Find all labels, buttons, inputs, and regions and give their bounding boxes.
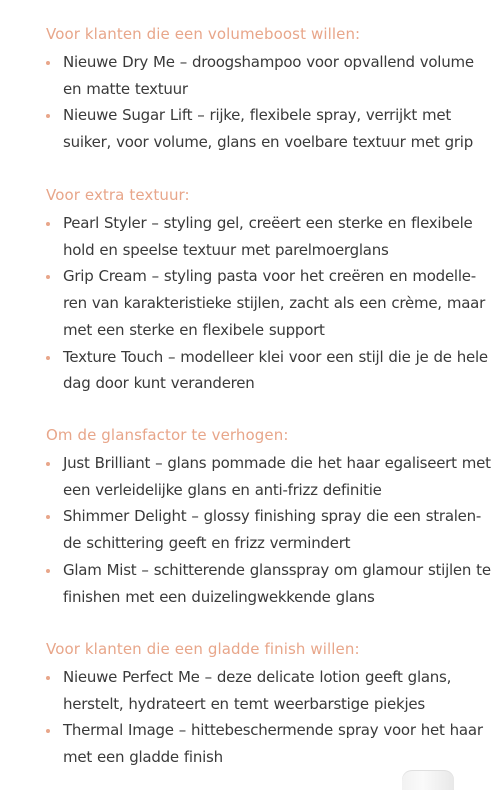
- bullet-icon: [46, 61, 50, 65]
- section-volumeboost: [46, 24, 492, 156]
- item-text: Thermal Image – hittebeschermende spray voor het haar met een gladde finish: [63, 721, 483, 767]
- item-text: Nieuwe Sugar Lift – rijke, flexibele spray, verrijkt met suiker, voor volume, glans en voelbare textuur met grip: [63, 106, 473, 152]
- list-item: [46, 102, 492, 155]
- list-item: [46, 210, 492, 263]
- section-gladde-finish: [46, 639, 492, 771]
- item-text: Pearl Styler – styling gel, creëert een sterke en flexibele hold en speelse textuur met parelmoerglans: [63, 214, 473, 259]
- bullet-icon: [46, 356, 50, 360]
- list-item: [46, 664, 492, 717]
- list-item: [46, 263, 492, 343]
- bullet-icon: [46, 515, 50, 519]
- bullet-icon: [46, 222, 50, 226]
- bullet-icon: [46, 569, 50, 573]
- bullet-icon: [46, 114, 50, 118]
- section-glansfactor: [46, 425, 492, 610]
- list-item: [46, 557, 492, 610]
- item-text: Texture Touch – modelleer klei voor een stijl die je de hele dag door kunt veranderen: [63, 347, 488, 393]
- item-text: Nieuwe Perfect Me – deze delicate lotion geeft glans, herstelt, hydrateert en temt weerbarstige piekjes: [63, 668, 452, 713]
- item-text: Glam Mist – schitterende glansspray om glamour stijlen te finishen met een duizelingwekkende glans: [63, 560, 491, 606]
- item-text: Just Brilliant – glans pommade die het haar egaliseert met een verleidelijke glans en anti-frizz definitie: [63, 454, 491, 499]
- section-heading: Om de glansfactor te verhogen:: [46, 426, 289, 444]
- section-heading: Voor extra textuur:: [46, 186, 190, 204]
- list-item: [46, 717, 492, 770]
- section-extra-textuur: [46, 185, 492, 397]
- bullet-icon: [46, 462, 50, 466]
- list-item: [46, 344, 492, 397]
- list-item: [46, 450, 492, 503]
- section-heading: Voor klanten die een gladde finish willen:: [46, 640, 360, 658]
- item-text: Grip Cream – styling pasta voor het creëren en modelle-ren van karakteristieke stijlen, zacht als een crème, maar met een sterke en flexibele support: [63, 267, 485, 339]
- item-text: Shimmer Delight – glossy finishing spray die een stralen-de schittering geeft en frizz vermindert: [63, 507, 482, 553]
- bullet-icon: [46, 275, 50, 279]
- bullet-icon: [46, 729, 50, 733]
- list-item: [46, 49, 492, 102]
- bullet-icon: [46, 676, 50, 680]
- item-text: Nieuwe Dry Me – droogshampoo voor opvallend volume en matte textuur: [63, 53, 474, 98]
- section-heading: Voor klanten die een volumeboost willen:: [46, 25, 361, 43]
- product-bottle-image: [402, 770, 454, 790]
- list-item: [46, 503, 492, 556]
